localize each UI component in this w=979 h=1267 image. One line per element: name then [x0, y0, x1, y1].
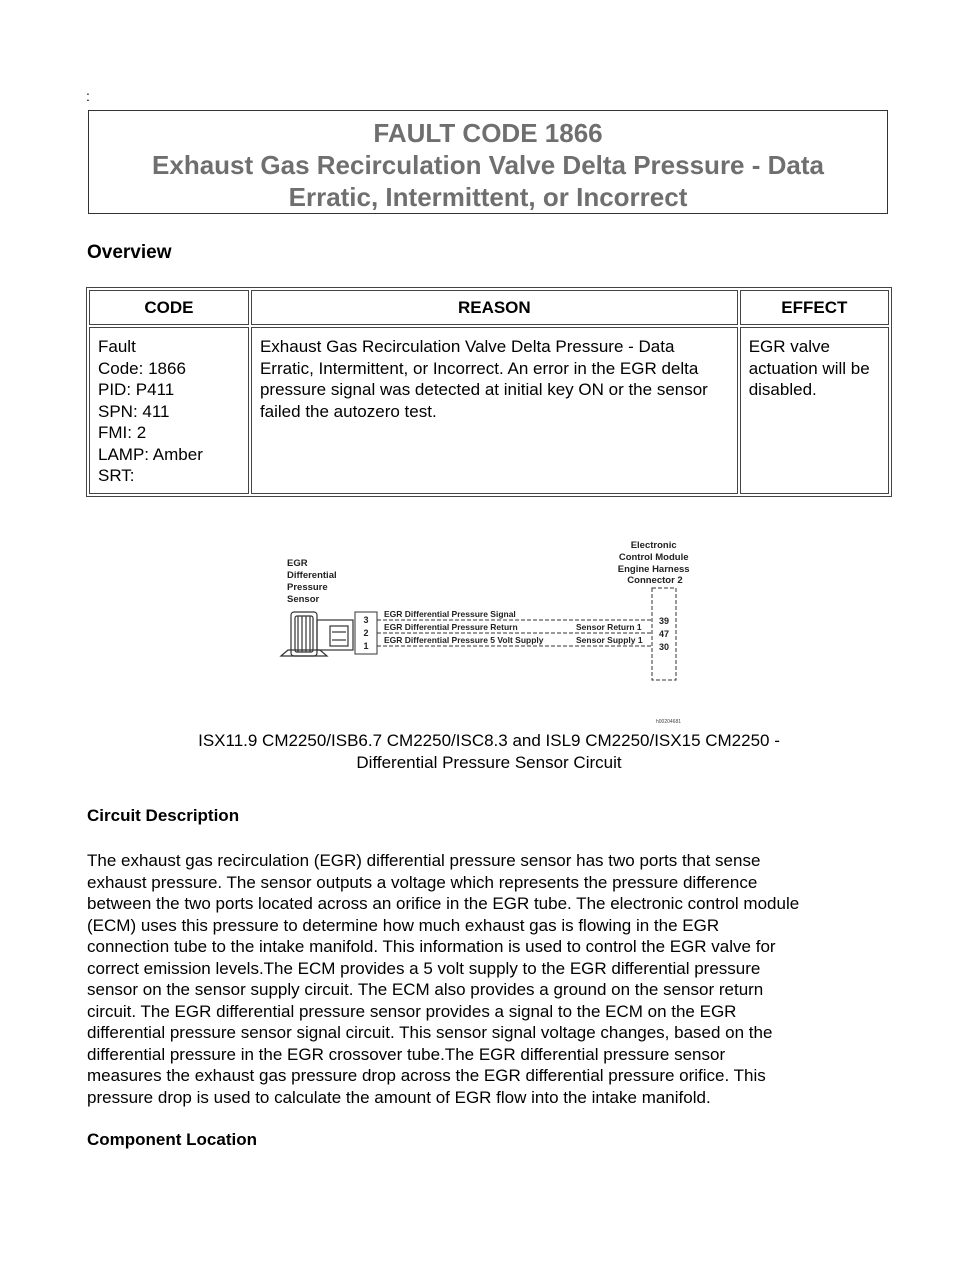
paragraph-line: between the two ports located across an orifice in the EGR tube. The electronic control module [87, 894, 800, 913]
page-colon: : [86, 88, 90, 104]
ecm-pin-47: 47 [658, 629, 670, 639]
paragraph-line: (ECM) uses this pressure to determine how much exhaust gas is flowing in the EGR [87, 915, 720, 935]
component-location-heading: Component Location [87, 1130, 257, 1149]
reason-cell: Exhaust Gas Recirculation Valve Delta Pressure - Data Erratic, Intermittent, or Incorrect. An error in the EGR delta pressure signal was detected at initial key ON or the sensor failed the autozero test. [251, 327, 738, 494]
paragraph-line: circuit. The EGR differential pressure sensor provides a signal to the ECM on the EGR [87, 1001, 737, 1021]
ecm-label: Electronic Control Module Engine Harness Connector 2 [617, 540, 690, 586]
caption-line-2: Differential Pressure Sensor Circuit [356, 752, 622, 772]
diagram-image-id: h00204681 [656, 719, 682, 725]
circuit-description-text [87, 850, 899, 1108]
overview-heading: Overview [87, 242, 172, 263]
code-line: Fault [98, 337, 136, 356]
circuit-description-heading: Circuit Description [87, 806, 240, 825]
code-line: LAMP: Amber [98, 444, 203, 464]
header-code: CODE [89, 290, 249, 325]
sensor-pin-2: 2 [363, 628, 369, 638]
paragraph-line: exhaust pressure. The sensor outputs a voltage which represents the pressure difference [87, 872, 758, 892]
ecm-circuit-supply: Sensor Supply 1 [576, 635, 643, 645]
paragraph-line: differential pressure sensor signal circuit. This sensor signal voltage changes, based on the [87, 1023, 773, 1042]
fault-overview-table [86, 287, 892, 497]
paragraph-line: correct emission levels.The ECM provides a 5 volt supply to the EGR differential pressure [87, 958, 761, 978]
wire-label-return: EGR Differential Pressure Return [384, 622, 518, 632]
circuit-diagram [276, 536, 706, 728]
paragraph-line: measures the exhaust gas pressure drop across the EGR differential pressure orifice. This [87, 1066, 766, 1085]
paragraph-line: sensor on the sensor supply circuit. The ECM also provides a ground on the sensor return [87, 980, 764, 999]
header-effect: EFFECT [740, 290, 889, 325]
code-line: FMI: 2 [98, 423, 147, 442]
header-reason: REASON [251, 290, 738, 325]
wire-label-supply: EGR Differential Pressure 5 Volt Supply [384, 635, 544, 645]
paragraph-line: The exhaust gas recirculation (EGR) differential pressure sensor has two ports that sense [87, 851, 761, 870]
ecm-pin-30: 30 [658, 642, 670, 652]
sensor-label: EGR Differential Pressure Sensor [287, 558, 337, 605]
caption-line-1: ISX11.9 CM2250/ISB6.7 CM2250/ISC8.3 and ISL9 CM2250/ISX15 CM2250 - [198, 731, 780, 750]
ecm-pin-39: 39 [658, 616, 670, 626]
table-row [89, 327, 889, 494]
diagram-caption [88, 730, 890, 773]
fault-code-title: FAULT CODE 1866 [373, 118, 603, 148]
code-line: PID: P411 [98, 380, 175, 399]
paragraph-line: pressure drop is used to calculate the amount of EGR flow into the intake manifold. [87, 1087, 711, 1107]
ecm-circuit-return: Sensor Return 1 [576, 622, 642, 632]
fault-description-title: Exhaust Gas Recirculation Valve Delta Pressure - Data Erratic, Intermittent, or Incorrect [152, 150, 824, 212]
fault-title-box [88, 110, 888, 214]
code-line: SRT: [98, 466, 135, 485]
code-cell [89, 327, 249, 494]
sensor-pin-3: 3 [363, 615, 369, 625]
wire-label-signal: EGR Differential Pressure Signal [384, 609, 516, 619]
paragraph-line: connection tube to the intake manifold. This information is used to control the EGR valve for [87, 937, 776, 956]
pressure-sensor-drawing [281, 612, 353, 656]
effect-cell: EGR valve actuation will be disabled. [740, 327, 889, 494]
paragraph-line: differential pressure in the EGR crossover tube.The EGR differential pressure sensor [87, 1044, 726, 1064]
code-line: SPN: 411 [98, 401, 170, 421]
code-line: Code: 1866 [98, 358, 186, 378]
sensor-pin-1: 1 [363, 641, 369, 651]
